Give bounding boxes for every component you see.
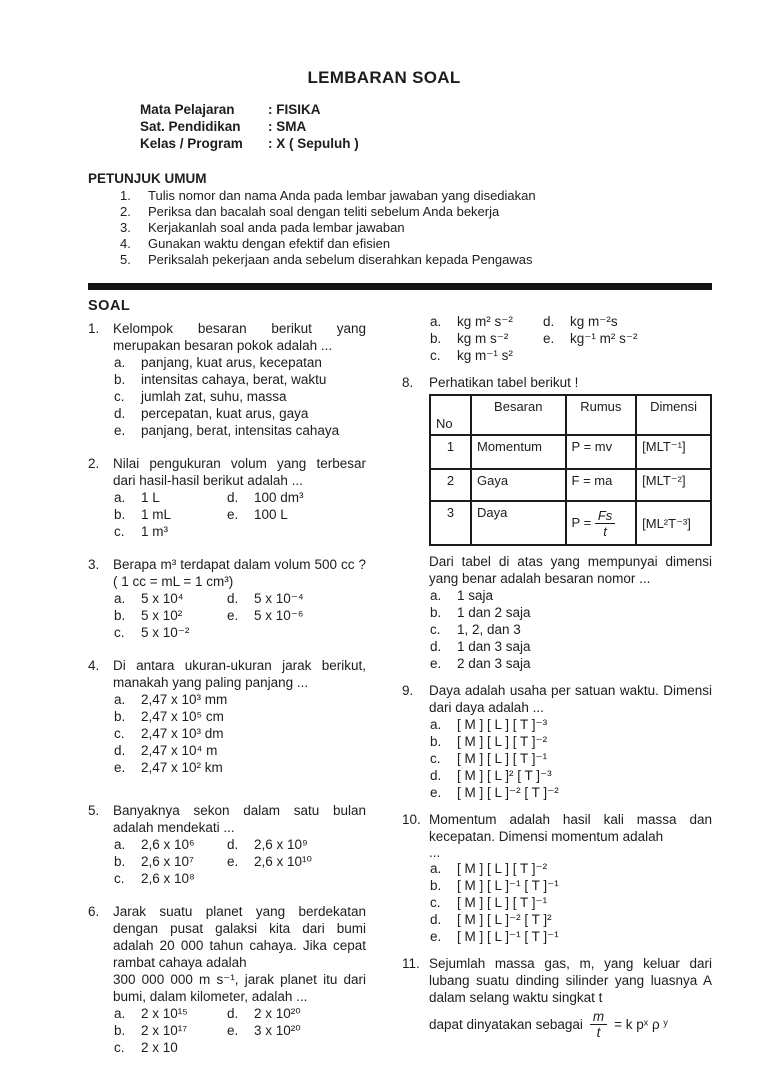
option-text: 2,47 x 10³ dm xyxy=(141,726,224,741)
option-row xyxy=(430,330,712,347)
option-letter: d. xyxy=(430,912,442,927)
option-text: 2 x 10 xyxy=(141,1040,178,1055)
option-letter: a. xyxy=(114,837,126,852)
option-text: intensitas cahaya, berat, waktu xyxy=(141,372,327,387)
cell-dimensi: [MLT⁻¹] xyxy=(636,435,711,469)
option-row xyxy=(114,853,366,870)
option-row xyxy=(430,621,712,638)
option-row xyxy=(114,691,366,708)
option-letter xyxy=(227,523,254,540)
option-text: 2,47 x 10³ mm xyxy=(141,692,228,707)
option-letter: a. xyxy=(114,591,126,606)
option-row xyxy=(114,725,366,742)
question-number: 11. xyxy=(402,956,420,971)
option-letter: c. xyxy=(430,348,441,363)
meta-row-subject xyxy=(140,101,768,118)
option-letter: d. xyxy=(430,639,442,654)
cell-dimensi: [MLT⁻²] xyxy=(636,469,711,501)
question-11 xyxy=(402,955,712,1039)
option-letter: d. xyxy=(114,406,126,421)
option-text: panjang, kuat arus, kecepatan xyxy=(141,355,322,370)
option-letter: d. xyxy=(227,591,239,606)
option-letter: e. xyxy=(430,656,442,671)
option-row xyxy=(114,405,366,422)
table-row xyxy=(430,469,711,501)
option-letter: b. xyxy=(114,854,126,869)
option-row xyxy=(430,733,712,750)
option-text: 2 x 10¹⁷ xyxy=(141,1023,188,1038)
option-letter: c. xyxy=(114,625,125,640)
option-row xyxy=(430,587,712,604)
option-text: jumlah zat, suhu, massa xyxy=(141,389,287,404)
fraction xyxy=(595,509,615,538)
cell-besaran: Daya xyxy=(471,501,566,545)
option-letter: a. xyxy=(430,717,442,732)
option-letter: c. xyxy=(430,895,441,910)
option-text: 2 x 10¹⁵ xyxy=(141,1006,188,1021)
option-row xyxy=(114,422,366,439)
option-row xyxy=(430,877,712,894)
instruction-item xyxy=(120,220,768,236)
option-row xyxy=(430,313,712,330)
option-row xyxy=(114,388,366,405)
question-stem: Daya adalah usaha per satuan waktu. Dimensi dari daya adalah ... xyxy=(429,683,712,715)
question-number: 4. xyxy=(88,658,100,673)
question-4 xyxy=(88,657,366,776)
instruction-text: Periksalah pekerjaan anda sebelum diserahkan kepada Pengawas xyxy=(148,252,533,267)
option-text: [ M ] [ L ] [ T ]⁻¹ xyxy=(457,751,548,766)
question-9 xyxy=(402,682,712,801)
option-row xyxy=(430,911,712,928)
option-letter: c. xyxy=(114,524,125,539)
option-text xyxy=(254,523,366,540)
instruction-item xyxy=(120,252,768,268)
question-2 xyxy=(88,455,366,540)
option-letter: b. xyxy=(430,605,442,620)
option-text: 5 x 10⁻² xyxy=(141,625,190,640)
option-row xyxy=(114,708,366,725)
option-letter xyxy=(227,870,254,887)
question-stem: Banyaknya sekon dalam satu bulan adalah mendekati ... xyxy=(113,803,366,835)
option-letter: a. xyxy=(430,861,442,876)
question-formula xyxy=(429,1010,712,1039)
option-letter: b. xyxy=(114,507,126,522)
fraction xyxy=(590,1010,607,1039)
formula-prefix: dapat dinyatakan sebagai xyxy=(429,1017,583,1032)
option-letter: c. xyxy=(114,389,125,404)
option-text: 5 x 10² xyxy=(141,608,183,623)
option-letter xyxy=(227,624,254,641)
option-row xyxy=(114,836,366,853)
option-text: 2,47 x 10⁴ m xyxy=(141,743,218,758)
question-stem: Momentum adalah hasil kali massa dan kecepatan. Dimensi momentum adalah xyxy=(429,812,712,844)
table-row xyxy=(430,501,711,545)
option-row xyxy=(430,655,712,672)
option-text: 5 x 10⁻⁶ xyxy=(254,608,304,623)
question-10 xyxy=(402,811,712,945)
option-text: 2,6 x 10⁹ xyxy=(254,837,308,852)
question-body xyxy=(429,955,712,1039)
option-text: 5 x 10⁴ xyxy=(141,591,184,606)
meta-label: Kelas / Program xyxy=(140,136,243,151)
option-letter: a. xyxy=(430,588,442,603)
question-number: 3. xyxy=(88,557,100,572)
option-text: 2 dan 3 saja xyxy=(457,656,531,671)
option-row xyxy=(430,347,712,364)
question-number: 10. xyxy=(402,812,421,827)
question-number: 9. xyxy=(402,683,414,698)
option-row xyxy=(114,759,366,776)
option-text xyxy=(570,347,712,364)
question-number: 1. xyxy=(88,321,100,336)
instruction-number: 1. xyxy=(120,188,131,203)
option-text: kg m⁻¹ s² xyxy=(457,348,513,363)
option-letter: e. xyxy=(114,423,126,438)
option-letter: e. xyxy=(430,929,442,944)
question-body xyxy=(429,374,712,672)
option-letter: c. xyxy=(114,1040,125,1055)
option-row xyxy=(430,860,712,877)
option-text: 2,6 x 10⁶ xyxy=(141,837,195,852)
col-header-no: No xyxy=(430,395,471,435)
option-row xyxy=(114,742,366,759)
soal-heading: SOAL xyxy=(88,298,131,314)
option-letter: b. xyxy=(430,878,442,893)
instruction-text: Kerjakanlah soal anda pada lembar jawaban xyxy=(148,220,405,235)
option-row xyxy=(114,506,366,523)
option-letter: c. xyxy=(114,871,125,886)
option-text: [ M ] [ L ]⁻¹ [ T ]⁻¹ xyxy=(457,929,559,944)
option-letter: d. xyxy=(543,314,555,329)
question-body xyxy=(113,320,366,439)
cell-rumus xyxy=(566,501,637,545)
cell-rumus: P = mv xyxy=(566,435,637,469)
instruction-number: 2. xyxy=(120,204,131,219)
option-text: [ M ] [ L ] [ T ]⁻² xyxy=(457,861,548,876)
option-row xyxy=(114,1005,366,1022)
option-row xyxy=(114,607,366,624)
option-text: [ M ] [ L ] [ T ]⁻¹ xyxy=(457,895,548,910)
option-letter: c. xyxy=(430,622,441,637)
instruction-text: Periksa dan bacalah soal dengan teliti sebelum Anda bekerja xyxy=(148,204,500,219)
question-body xyxy=(113,556,366,641)
instruction-item xyxy=(120,236,768,252)
option-text: 1 saja xyxy=(457,588,494,603)
option-letter: c. xyxy=(114,726,125,741)
option-text xyxy=(254,624,366,641)
instruction-item xyxy=(120,188,768,204)
question-stem: Berapa m³ terdapat dalam volum 500 cc ? ( 1 cc = mL = 1 cm³) xyxy=(113,557,366,589)
option-text: 1 m³ xyxy=(141,524,168,539)
instruction-number: 4. xyxy=(120,236,131,251)
question-stem: Perhatikan tabel berikut ! xyxy=(429,375,579,390)
option-letter: e. xyxy=(227,507,239,522)
option-letter: b. xyxy=(430,331,442,346)
option-row xyxy=(114,590,366,607)
col-header-rumus: Rumus xyxy=(566,395,637,435)
option-row xyxy=(430,638,712,655)
option-row xyxy=(430,716,712,733)
option-letter: b. xyxy=(114,372,126,387)
question-number: 2. xyxy=(88,456,100,471)
option-row xyxy=(114,523,366,540)
meta-label: Sat. Pendidikan xyxy=(140,119,241,134)
option-text: 2,6 x 10¹⁰ xyxy=(254,854,312,869)
option-text: 1 L xyxy=(141,490,160,505)
option-row xyxy=(114,489,366,506)
option-text: 1 dan 2 saja xyxy=(457,605,531,620)
option-text: [ M ] [ L ]² [ T ]⁻³ xyxy=(457,768,552,783)
option-text: [ M ] [ L ] [ T ]⁻³ xyxy=(457,717,548,732)
option-letter xyxy=(227,1039,254,1056)
cell-no: 3 xyxy=(430,501,471,545)
question-post-table-text: Dari tabel di atas yang mempunyai dimensi yang benar adalah besaran nomor ... xyxy=(429,554,712,586)
question-stem-ellipsis: ... xyxy=(429,845,441,860)
question-7-options xyxy=(402,313,712,364)
option-text: 2,47 x 10⁵ cm xyxy=(141,709,224,724)
meta-value: : X ( Sepuluh ) xyxy=(268,136,359,151)
instructions-section xyxy=(88,170,768,268)
option-letter: d. xyxy=(430,768,442,783)
question-6 xyxy=(88,903,366,1056)
question-5 xyxy=(88,802,366,887)
option-text: kg m s⁻² xyxy=(457,331,509,346)
option-letter: b. xyxy=(114,709,126,724)
cell-besaran: Gaya xyxy=(471,469,566,501)
question-8 xyxy=(402,374,712,672)
instruction-text: Tulis nomor dan nama Anda pada lembar jawaban yang disediakan xyxy=(148,188,536,203)
option-text: [ M ] [ L ]⁻¹ [ T ]⁻¹ xyxy=(457,878,559,893)
page-title: LEMBARAN SOAL xyxy=(307,68,461,87)
meta-label: Mata Pelajaran xyxy=(140,102,235,117)
instructions-list xyxy=(88,188,768,268)
option-text: 2 x 10²⁰ xyxy=(254,1006,301,1021)
option-row xyxy=(114,371,366,388)
cell-no: 1 xyxy=(430,435,471,469)
question-number: 5. xyxy=(88,803,100,818)
option-letter: a. xyxy=(114,692,126,707)
cell-besaran: Momentum xyxy=(471,435,566,469)
meta-value: : SMA xyxy=(268,119,307,134)
dimension-table xyxy=(429,394,712,546)
formula-expression: = k pˣ ρ ʸ xyxy=(614,1017,668,1032)
option-letter: d. xyxy=(114,743,126,758)
col-header-dimensi: Dimensi xyxy=(636,395,711,435)
option-letter: b. xyxy=(430,734,442,749)
option-text: 1, 2, dan 3 xyxy=(457,622,521,637)
option-letter: a. xyxy=(114,355,126,370)
two-column-body xyxy=(88,297,768,1072)
cell-rumus: F = ma xyxy=(566,469,637,501)
option-letter: e. xyxy=(543,331,555,346)
option-text: 1 dan 3 saja xyxy=(457,639,531,654)
instruction-text: Gunakan waktu dengan efektif dan efisien xyxy=(148,236,391,251)
section-divider xyxy=(88,283,712,290)
option-text xyxy=(254,870,366,887)
option-row xyxy=(114,1039,366,1056)
option-text: percepatan, kuat arus, gaya xyxy=(141,406,309,421)
meta-row-class xyxy=(140,135,768,152)
option-text: kg⁻¹ m² s⁻² xyxy=(570,331,638,346)
option-text: 2,6 x 10⁸ xyxy=(141,871,195,886)
option-letter: e. xyxy=(430,785,442,800)
option-letter: a. xyxy=(114,1006,126,1021)
option-text: [ M ] [ L ] [ T ]⁻² xyxy=(457,734,548,749)
question-body xyxy=(113,903,366,1056)
option-row xyxy=(114,870,366,887)
option-text xyxy=(254,1039,366,1056)
fraction-denominator: t xyxy=(603,523,607,539)
fraction-numerator: Fs xyxy=(595,509,615,524)
right-column xyxy=(402,297,712,1055)
fraction-denominator: t xyxy=(596,1025,601,1040)
option-row xyxy=(430,894,712,911)
option-letter: b. xyxy=(114,1023,126,1038)
col-header-besaran: Besaran xyxy=(471,395,566,435)
question-stem: Sejumlah massa gas, m, yang keluar dari lubang suatu dinding silinder yang luasnya A dalam selang waktu singkat t xyxy=(429,956,712,1005)
option-letter: e. xyxy=(227,608,239,623)
option-row xyxy=(114,354,366,371)
formula-prefix: P = xyxy=(571,514,592,530)
question-body xyxy=(429,682,712,801)
option-row xyxy=(430,784,712,801)
question-stem: Nilai pengukuran volum yang terbesar dari hasil-hasil berikut adalah ... xyxy=(113,456,366,488)
exam-meta xyxy=(140,101,768,152)
option-row xyxy=(114,624,366,641)
question-body xyxy=(113,455,366,540)
table-row xyxy=(430,435,711,469)
option-letter: e. xyxy=(114,760,126,775)
option-row xyxy=(430,604,712,621)
option-letter: a. xyxy=(430,314,442,329)
question-number: 6. xyxy=(88,904,100,919)
question-stem-continued: 300 000 000 m s⁻¹, jarak planet itu dari bumi, dalam kilometer, adalah ... xyxy=(113,972,366,1004)
instruction-item xyxy=(120,204,768,220)
option-letter: d. xyxy=(227,837,239,852)
option-text: 2,47 x 10² km xyxy=(141,760,223,775)
option-letter: a. xyxy=(114,490,126,505)
question-stem: Kelompok besaran berikut yang merupakan besaran pokok adalah ... xyxy=(113,321,366,353)
option-text: 5 x 10⁻⁴ xyxy=(254,591,304,606)
option-text: panjang, berat, intensitas cahaya xyxy=(141,423,340,438)
question-3 xyxy=(88,556,366,641)
left-column xyxy=(88,297,366,1072)
instruction-number: 5. xyxy=(120,252,131,267)
option-letter: d. xyxy=(227,1006,239,1021)
question-number: 8. xyxy=(402,375,414,390)
option-text: kg m⁻²s xyxy=(570,314,618,329)
option-text: [ M ] [ L ]⁻² [ T ]⁻² xyxy=(457,785,559,800)
cell-dimensi: [ML²T⁻³] xyxy=(636,501,711,545)
option-letter: d. xyxy=(227,490,239,505)
option-row xyxy=(430,928,712,945)
option-text: 1 mL xyxy=(141,507,172,522)
question-stem: Jarak suatu planet yang berdekatan dengan pusat galaksi kita dari bumi adalah 20 000 tahun cahaya. Jika cepat rambat cahaya adalah xyxy=(113,904,366,970)
question-stem: Di antara ukuran-ukuran jarak berikut, manakah yang paling panjang ... xyxy=(113,658,366,690)
instructions-heading: PETUNJUK UMUM xyxy=(88,171,207,186)
cell-no: 2 xyxy=(430,469,471,501)
option-text: [ M ] [ L ]⁻² [ T ]² xyxy=(457,912,552,927)
fraction-numerator: m xyxy=(590,1010,607,1025)
question-body xyxy=(429,811,712,945)
question-body xyxy=(113,802,366,887)
option-letter: c. xyxy=(430,751,441,766)
question-1 xyxy=(88,320,366,439)
option-text: 100 L xyxy=(254,507,288,522)
option-text: 3 x 10²⁰ xyxy=(254,1023,301,1038)
option-row xyxy=(430,750,712,767)
option-letter: b. xyxy=(114,608,126,623)
instruction-number: 3. xyxy=(120,220,131,235)
meta-row-level xyxy=(140,118,768,135)
option-row xyxy=(430,767,712,784)
meta-value: : FISIKA xyxy=(268,102,321,117)
option-row xyxy=(114,1022,366,1039)
option-letter: e. xyxy=(227,1023,239,1038)
option-text: 2,6 x 10⁷ xyxy=(141,854,194,869)
question-body xyxy=(429,313,712,364)
question-body xyxy=(113,657,366,776)
option-letter: e. xyxy=(227,854,239,869)
option-letter xyxy=(543,347,570,364)
option-text: kg m² s⁻² xyxy=(457,314,513,329)
table-header-row xyxy=(430,395,711,435)
option-text: 100 dm³ xyxy=(254,490,304,505)
